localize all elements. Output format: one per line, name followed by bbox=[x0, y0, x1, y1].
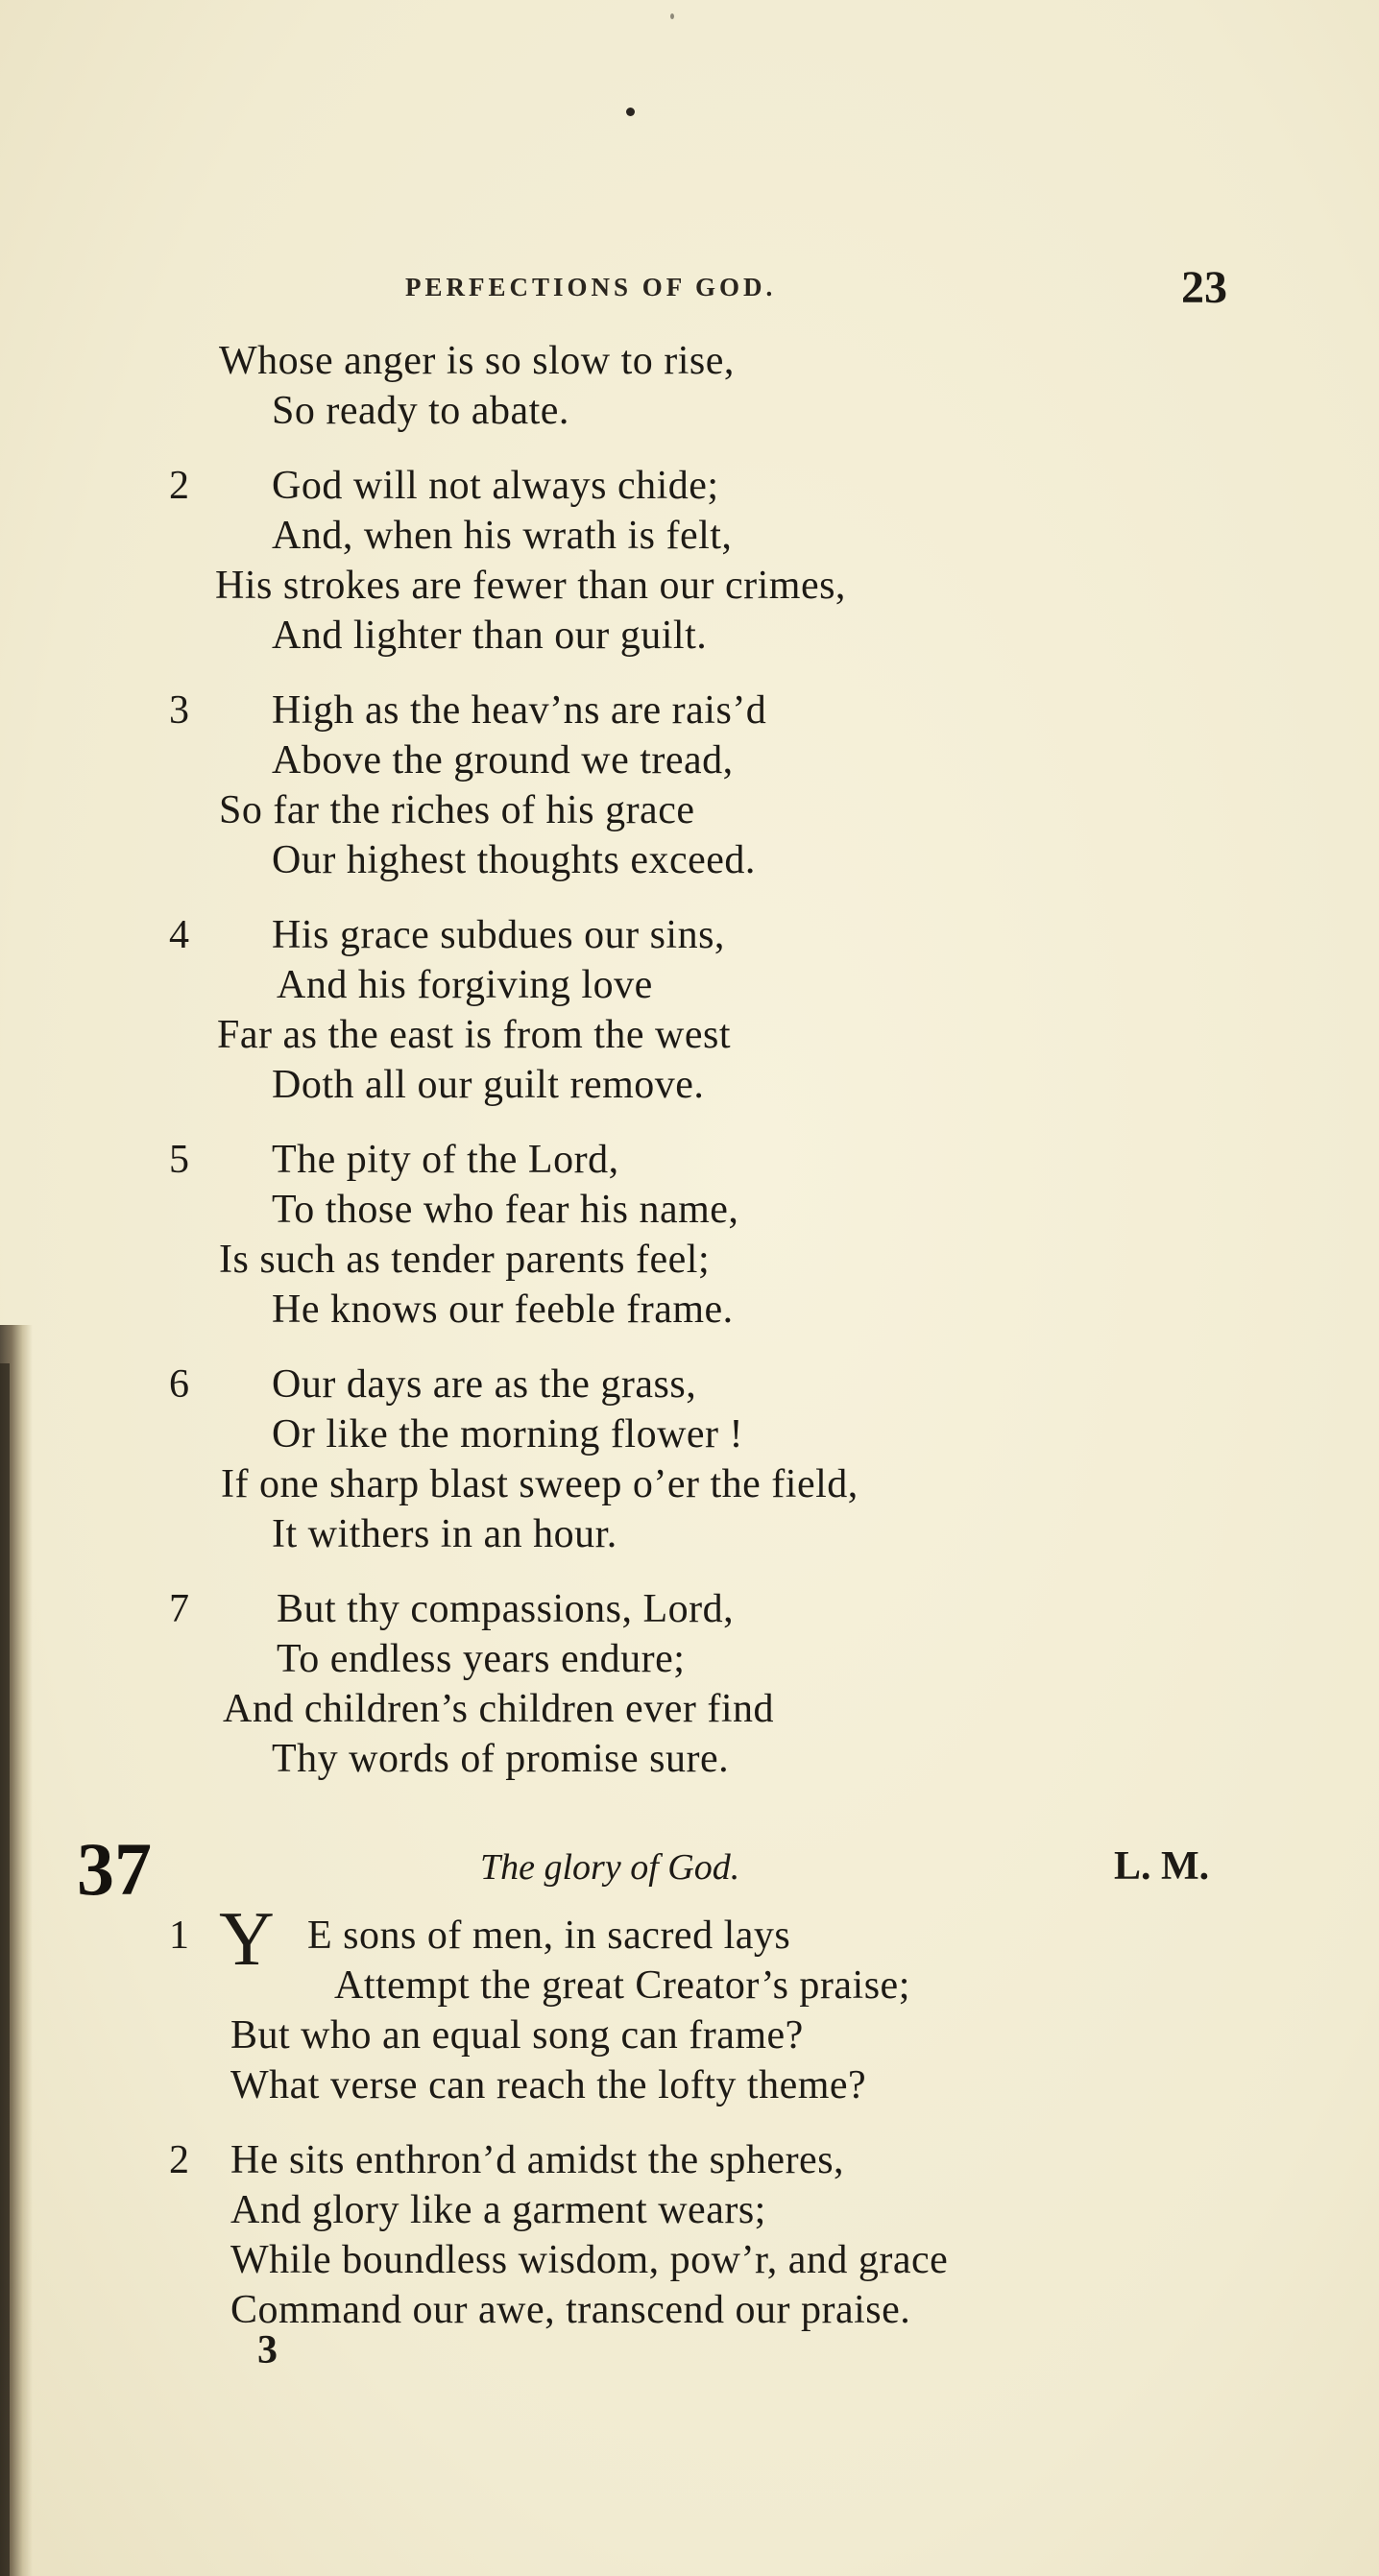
text-line: Is such as tender parents feel; bbox=[219, 1238, 711, 1282]
text-line: To those who fear his name, bbox=[272, 1188, 739, 1232]
text-line: Doth all our guilt remove. bbox=[272, 1063, 705, 1107]
text-line: So ready to abate. bbox=[272, 389, 569, 433]
text-line: And children’s children ever find bbox=[223, 1687, 774, 1731]
hymn-title: The glory of God. bbox=[480, 1847, 740, 1888]
text-line: But who an equal song can frame? bbox=[230, 2013, 804, 2058]
verse-number: 2 bbox=[169, 2138, 189, 2182]
text-line: Our highest thoughts exceed. bbox=[272, 838, 756, 882]
text-line: If one sharp blast sweep o’er the field, bbox=[221, 1462, 859, 1506]
text-line: He sits enthron’d amidst the spheres, bbox=[230, 2138, 845, 2182]
text-line: And, when his wrath is felt, bbox=[272, 514, 733, 558]
text-line: Our days are as the grass, bbox=[272, 1362, 697, 1407]
text-line: But thy compassions, Lord, bbox=[277, 1587, 735, 1631]
page-binding-edge bbox=[0, 1363, 10, 2576]
ink-speck bbox=[670, 13, 674, 19]
text-line: And glory like a garment wears; bbox=[230, 2188, 766, 2232]
text-line: Or like the morning flower ! bbox=[272, 1412, 744, 1457]
text-line: Above the ground we tread, bbox=[272, 738, 734, 782]
text-line: What verse can reach the lofty theme? bbox=[230, 2063, 867, 2107]
drop-cap: Y bbox=[219, 1897, 275, 1982]
verse-number: 3 bbox=[169, 688, 189, 733]
verse-number: 6 bbox=[169, 1362, 189, 1407]
text-line: To endless years endure; bbox=[277, 1637, 686, 1681]
text-line: The pity of the Lord, bbox=[272, 1138, 619, 1182]
page-number: 23 bbox=[1181, 262, 1227, 313]
verse-number: 1 bbox=[169, 1914, 189, 1958]
text-line: He knows our feeble frame. bbox=[272, 1288, 734, 1332]
text-line: And lighter than our guilt. bbox=[272, 614, 708, 658]
hymn-meter: L. M. bbox=[1114, 1844, 1210, 1889]
ink-speck bbox=[626, 108, 635, 116]
text-line: His grace subdues our sins, bbox=[272, 913, 725, 957]
running-title: PERFECTIONS OF GOD. bbox=[405, 273, 777, 301]
signature-mark: 3 bbox=[257, 2328, 278, 2372]
text-line: And his forgiving love bbox=[277, 963, 653, 1007]
text-line: Attempt the great Creator’s praise; bbox=[334, 1963, 910, 2008]
text-line: Far as the east is from the west bbox=[217, 1013, 732, 1057]
text-line: E sons of men, in sacred lays bbox=[307, 1914, 791, 1958]
text-line: While boundless wisdom, pow’r, and grace bbox=[230, 2238, 949, 2282]
text-line: His strokes are fewer than our crimes, bbox=[215, 564, 846, 608]
hymn-number: 37 bbox=[77, 1827, 152, 1911]
verse-number: 5 bbox=[169, 1138, 189, 1182]
text-line: Command our awe, transcend our praise. bbox=[230, 2288, 911, 2332]
verse-number: 7 bbox=[169, 1587, 189, 1631]
verse-number: 4 bbox=[169, 913, 189, 957]
text-line: So far the riches of his grace bbox=[219, 788, 695, 832]
text-line: God will not always chide; bbox=[272, 464, 719, 508]
running-header bbox=[0, 261, 1379, 319]
text-line: High as the heav’ns are rais’d bbox=[272, 688, 767, 733]
text-line: It withers in an hour. bbox=[272, 1512, 617, 1556]
text-line: Thy words of promise sure. bbox=[272, 1737, 730, 1781]
text-line: Whose anger is so slow to rise, bbox=[219, 339, 735, 383]
verse-number: 2 bbox=[169, 464, 189, 508]
